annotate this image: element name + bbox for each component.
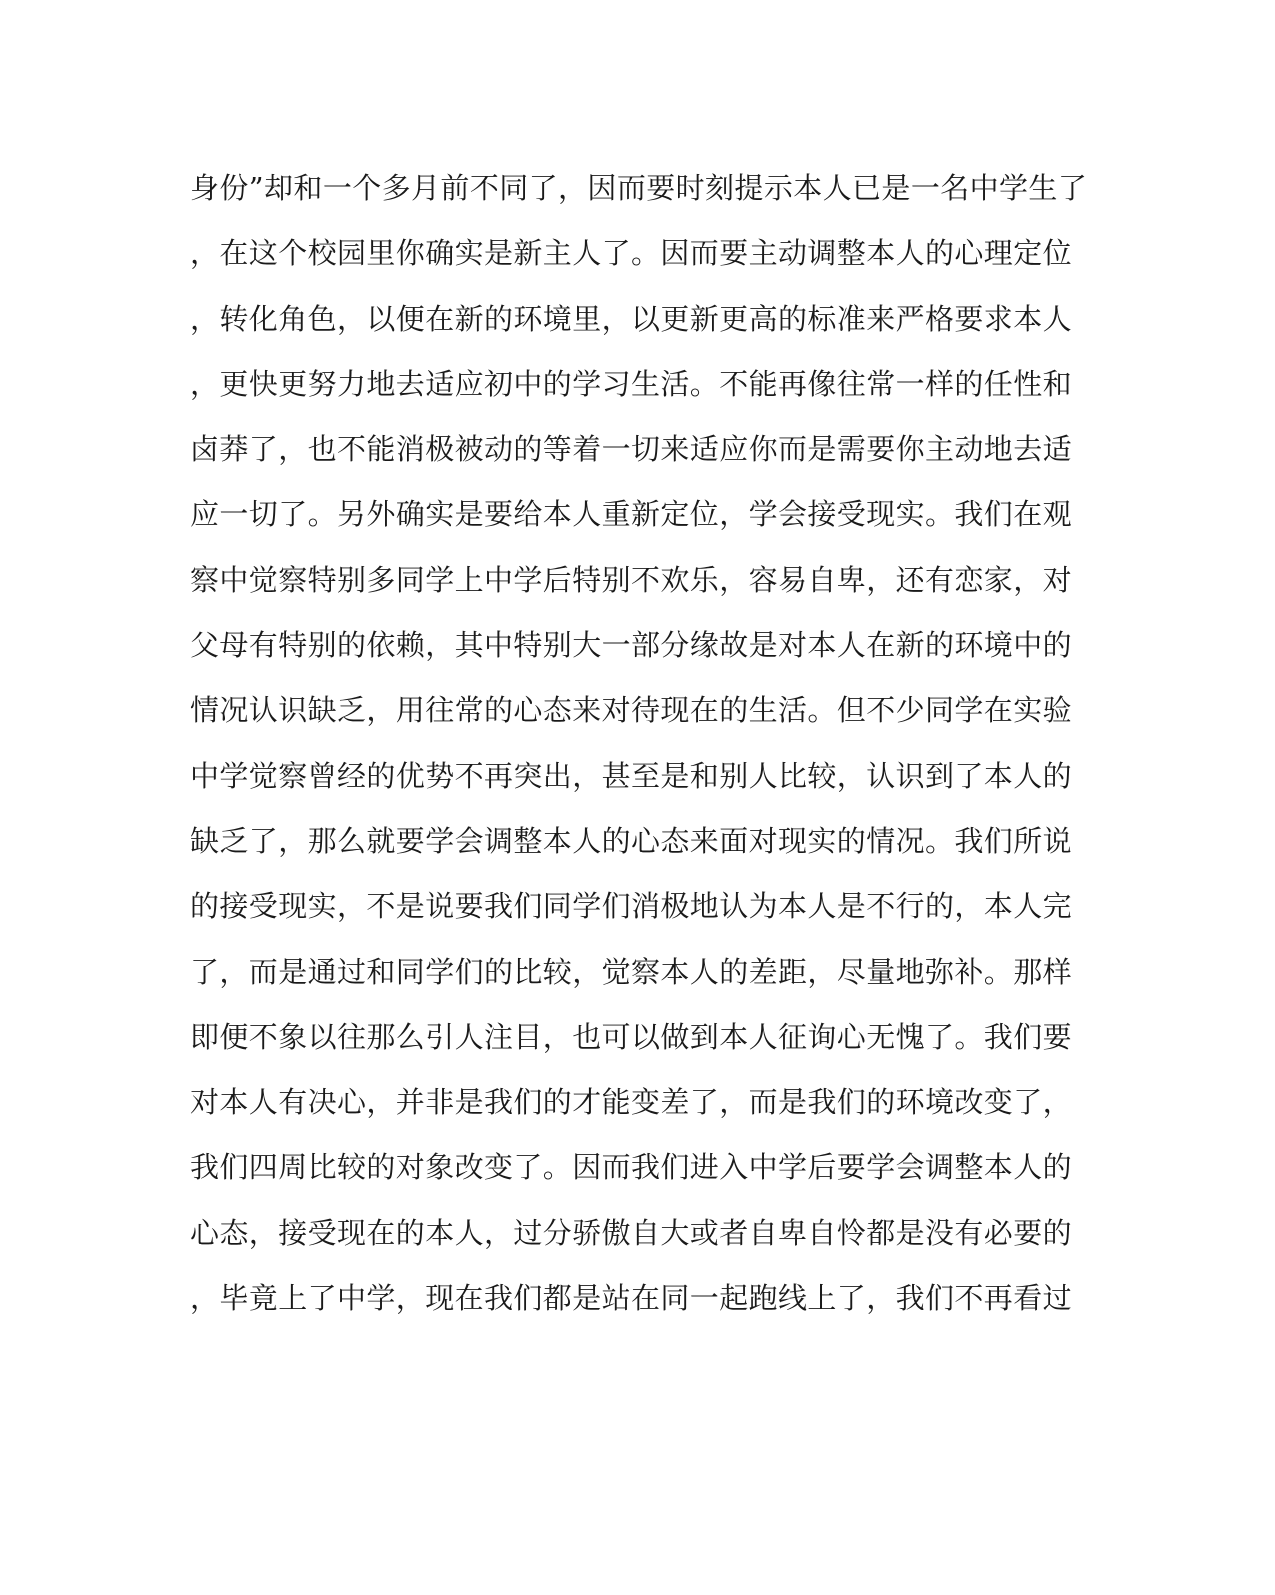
text-line: ，转化角色，以便在新的环境里，以更新更高的标准来严格要求本人 [190, 301, 1073, 336]
text-line: 的接受现实，不是说要我们同学们消极地认为本人是不行的，本人完 [190, 889, 1073, 924]
text-line: 我们四周比较的对象改变了。因而我们进入中学后要学会调整本人的 [190, 1150, 1073, 1185]
text-line: ，更快更努力地去适应初中的学习生活。不能再像往常一样的任性和 [190, 366, 1073, 401]
body-text [190, 162, 1088, 1337]
text-line: 卤莽了，也不能消极被动的等着一切来适应你而是需要你主动地去适 [190, 432, 1073, 467]
text-line: 缺乏了，那么就要学会调整本人的心态来面对现实的情况。我们所说 [190, 823, 1073, 858]
text-line: 情况认识缺乏，用往常的心态来对待现在的生活。但不少同学在实验 [190, 693, 1073, 728]
text-line: ，毕竟上了中学，现在我们都是站在同一起跑线上了，我们不再看过 [190, 1281, 1073, 1316]
text-line: ，在这个校园里你确实是新主人了。因而要主动调整本人的心理定位 [190, 236, 1073, 271]
text-line: 父母有特别的依赖，其中特别大一部分缘故是对本人在新的环境中的 [190, 628, 1073, 663]
text-line: 心态，接受现在的本人，过分骄傲自大或者自卑自怜都是没有必要的 [190, 1215, 1073, 1250]
text-line: 对本人有决心，并非是我们的才能变差了，而是我们的环境改变了， [190, 1085, 1073, 1120]
text-line: 身份”却和一个多月前不同了，因而要时刻提示本人已是一名中学生了 [190, 171, 1088, 205]
text-line: 察中觉察特别多同学上中学后特别不欢乐，容易自卑，还有恋家，对 [190, 562, 1073, 597]
text-line: 中学觉察曾经的优势不再突出，甚至是和别人比较，认识到了本人的 [190, 758, 1073, 793]
text-line: 即便不象以往那么引人注目，也可以做到本人征询心无愧了。我们要 [190, 1019, 1073, 1054]
text-line: 应一切了。另外确实是要给本人重新定位，学会接受现实。我们在观 [190, 497, 1073, 532]
text-line: 了，而是通过和同学们的比较，觉察本人的差距，尽量地弥补。那样 [190, 954, 1073, 989]
